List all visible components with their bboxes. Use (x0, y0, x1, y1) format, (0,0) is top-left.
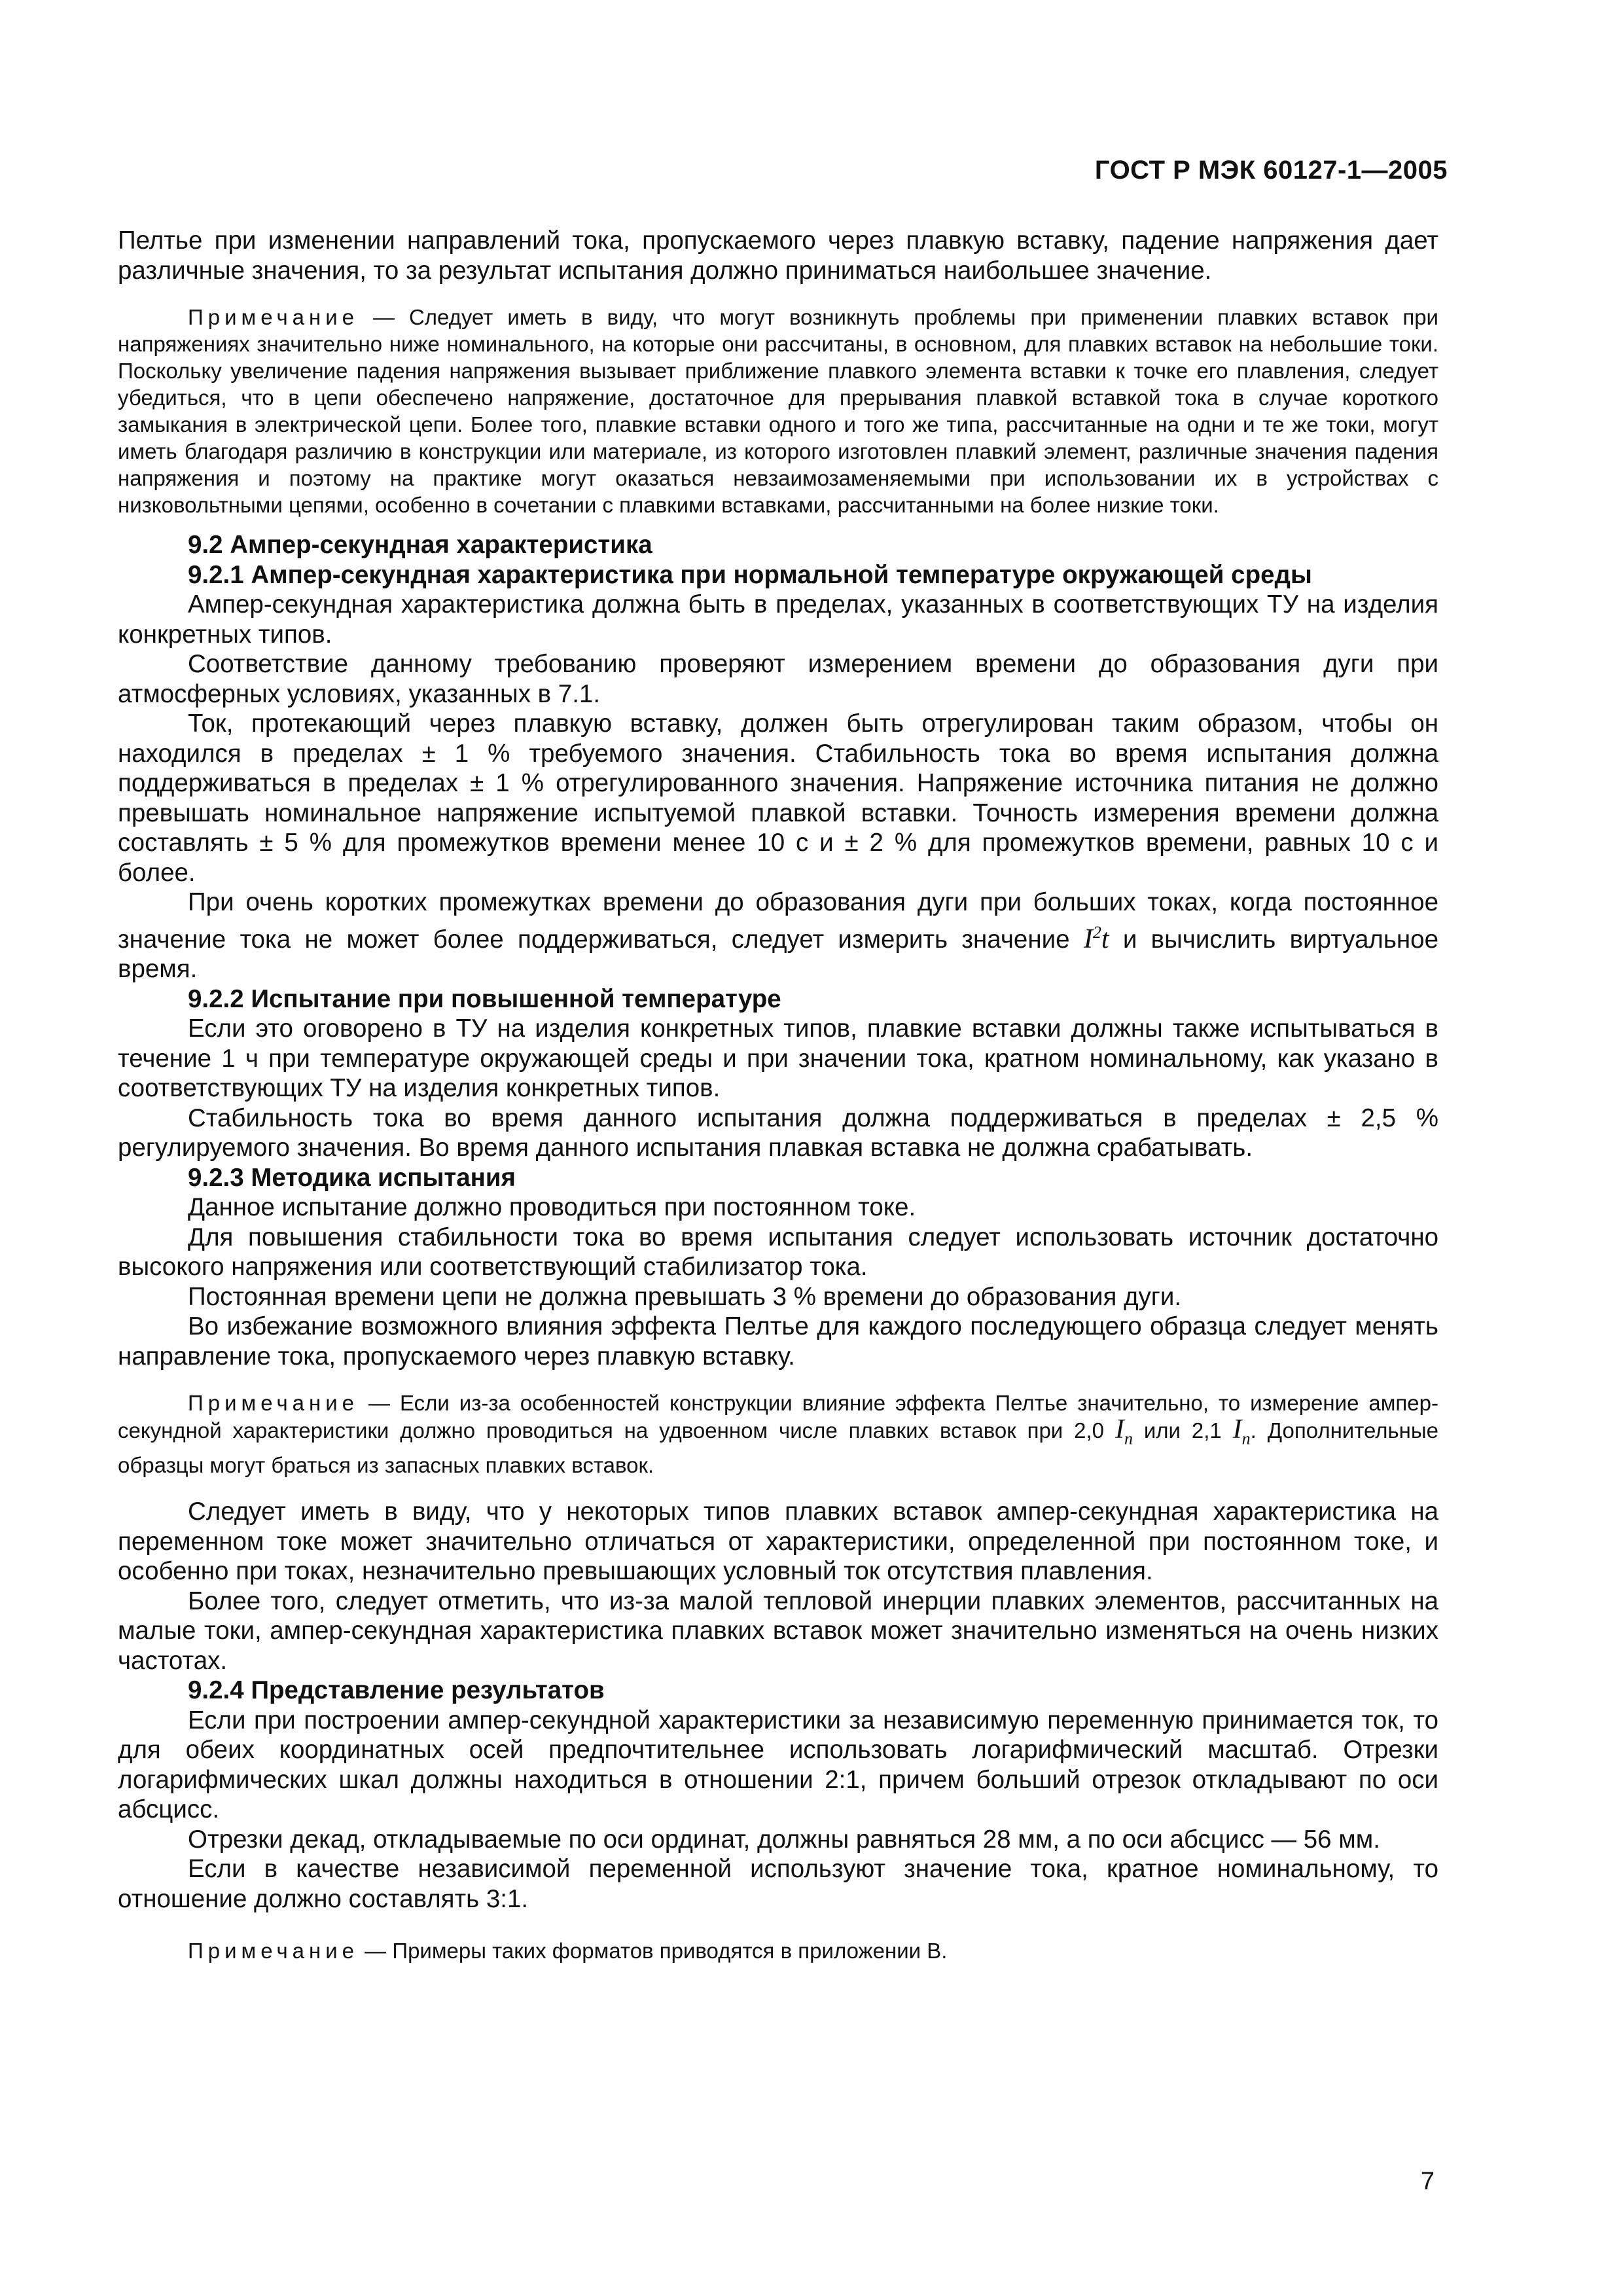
paragraph-9-2-3-c: Постоянная времени цепи не должна превышать 3 % времени до образования дуги. (188, 1282, 1182, 1311)
formula-symbol-t: t (1101, 924, 1109, 954)
note-label: Примечание (188, 1939, 359, 1964)
paragraph-9-2-2-b: Стабильность тока во время данного испытания должна поддерживаться в пределах ± 2,5 % регулируемого значения. Во время данного испытания плавкая вставка не должна срабатывать. (118, 1103, 1438, 1162)
formula-superscript: 2 (1092, 922, 1101, 942)
symbol-i: I (1115, 1414, 1124, 1444)
heading-9-2-2: 9.2.2 Испытание при повышенной температуре (188, 984, 781, 1013)
heading-9-2-3: 9.2.3 Методика испытания (188, 1163, 516, 1192)
subscript-n: n (1241, 1429, 1251, 1448)
note-2-text-c: . Дополнительные образцы могут браться из запасных плавких вставок. (118, 1418, 1438, 1478)
paragraph-9-2-3-d: Во избежание возможного влияния эффекта Пелтье для каждого последующего образца следует менять направление тока, пропускаемого через плавкую вставку. (118, 1312, 1438, 1371)
symbol-i: I (1232, 1414, 1242, 1444)
paragraph-9-2-1-d-text: При очень коротких промежутках времени до образования дуги при больших токах, когда постоянное значение тока не может более поддерживаться, следует измерить значение (118, 888, 1438, 954)
current-symbol (1232, 1414, 1251, 1448)
i2t-formula (1084, 924, 1109, 954)
paragraph-9-2-2-a: Если это оговорено в ТУ на изделия конкретных типов, плавкие вставки должны также испытываться в течение 1 ч при температуре окружающей среды и при значении тока, кратном номинальному, как указано в соответствующих ТУ на изделия конкретных типов. (118, 1014, 1438, 1102)
paragraph-9-2-3-b: Для повышения стабильности тока во время испытания следует использовать источник достаточно высокого напряжения или соответствующий стабилизатор тока. (118, 1223, 1438, 1281)
paragraph-9-2-1-b: Соответствие данному требованию проверяют измерением времени до образования дуги при атмосферных условиях, указанных в 7.1. (118, 650, 1438, 708)
note-3 (118, 1937, 1438, 1964)
note-3-text: — Примеры таких форматов приводятся в приложении В. (359, 1939, 948, 1964)
current-symbol (1115, 1414, 1133, 1448)
note-2 (118, 1390, 1438, 1479)
paragraph-9-2-4-c: Если в качестве независимой переменной используют значение тока, кратное номинальному, то отношение должно составлять 3:1. (118, 1855, 1438, 1913)
page-content (118, 226, 1438, 1964)
heading-9-2-1: 9.2.1 Ампер-секундная характеристика при нормальной температуре окружающей среды (188, 560, 1312, 589)
note-2-text-b: или 2,1 (1132, 1418, 1233, 1443)
paragraph-continuation: Пелтье при изменении направлений тока, пропускаемого через плавкую вставку, падение напряжения дает различные значения, то за результат испытания должно приниматься наибольшее значение. (118, 226, 1438, 285)
formula-symbol-i: I (1083, 924, 1093, 954)
note-1-text: — Следует иметь в виду, что могут возникнуть проблемы при применении плавких вставок при напряжениях значительно ниже номинального, на которые они рассчитаны, в основном, для плавких вставок на небольшие токи. Поскольку увеличение падения напряжения вызывает приближение плавкого элемента вставки к точке его плавления, следует убедиться, что в цепи обеспечено напряжение, достаточное для прерывания плавкой вставкой тока в случае короткого замыкания в электрической цепи. Более того, плавкие вставки одного и того же типа, рассчитанные на одни и те же токи, могут иметь благодаря различию в конструкции или материале, из которого изготовлен плавкий элемент, различные значения падения напряжения и поэтому на практике могут оказаться невзаимозаменяемыми при использовании их в устройствах с низковольтными цепями, особенно в сочетании с плавкими вставками, рассчитанными на более низкие токи. (118, 305, 1438, 517)
paragraph-9-2-3-e: Следует иметь в виду, что у некоторых типов плавких вставок ампер-секундная характеристика на переменном токе может значительно отличаться от характеристики, определенной при постоянном токе, и особенно при токах, незначительно превышающих условный ток отсутствия плавления. (118, 1498, 1438, 1586)
paragraph-9-2-1-c: Ток, протекающий через плавкую вставку, должен быть отрегулирован таким образом, чтобы он находился в пределах ± 1 % требуемого значения. Стабильность тока во время испытания должна поддерживаться в пределах ± 1 % отрегулированного значения. Напряжение источника питания не должно превышать номинальное напряжение испытуемой плавкой вставки. Точность измерения времени должна составлять ± 5 % для промежутков времени менее 10 с и ± 2 % для промежутков времени, равных 10 с и более. (118, 709, 1438, 887)
paragraph-9-2-1-a: Ампер-секундная характеристика должна быть в пределах, указанных в соответствующих ТУ на изделия конкретных типов. (118, 590, 1438, 649)
paragraph-9-2-1-d (118, 888, 1438, 984)
subscript-n: n (1124, 1429, 1133, 1448)
paragraph-9-2-3-f: Более того, следует отметить, что из-за малой тепловой инерции плавких элементов, рассчитанных на малые токи, ампер-секундная характеристика плавких вставок может значительно изменяться на очень низких частотах. (118, 1587, 1438, 1675)
page-number: 7 (1420, 2168, 1435, 2195)
document-header: ГОСТ Р МЭК 60127-1—2005 (1094, 156, 1448, 185)
heading-9-2: 9.2 Ампер-секундная характеристика (188, 531, 652, 559)
heading-9-2-4: 9.2.4 Представление результатов (188, 1676, 605, 1705)
paragraph-9-2-1-d-end: и вычислить виртуальное время. (118, 925, 1438, 983)
note-label: Примечание (188, 1391, 359, 1415)
paragraph-9-2-4-b: Отрезки декад, откладываемые по оси ординат, должны равняться 28 мм, а по оси абсцисс — 56 мм. (188, 1825, 1380, 1854)
note-1 (118, 304, 1438, 518)
note-label: Примечание (188, 305, 359, 329)
paragraph-9-2-4-a: Если при построении ампер-секундной характеристики за независимую переменную принимается ток, то для обеих координатных осей предпочтительнее использовать логарифмический масштаб. Отрезки логарифмических шкал должны находиться в отношении 2:1, причем больший отрезок откладывают по оси абсцисс. (118, 1706, 1438, 1824)
paragraph-9-2-3-a: Данное испытание должно проводиться при постоянном токе. (188, 1193, 916, 1221)
note-2-text-a: — Если из-за особенностей конструкции влияние эффекта Пелтье значительно, то измерение ампер-секундной характеристики должно проводиться на удвоенном числе плавких вставок при 2,0 (118, 1391, 1438, 1443)
